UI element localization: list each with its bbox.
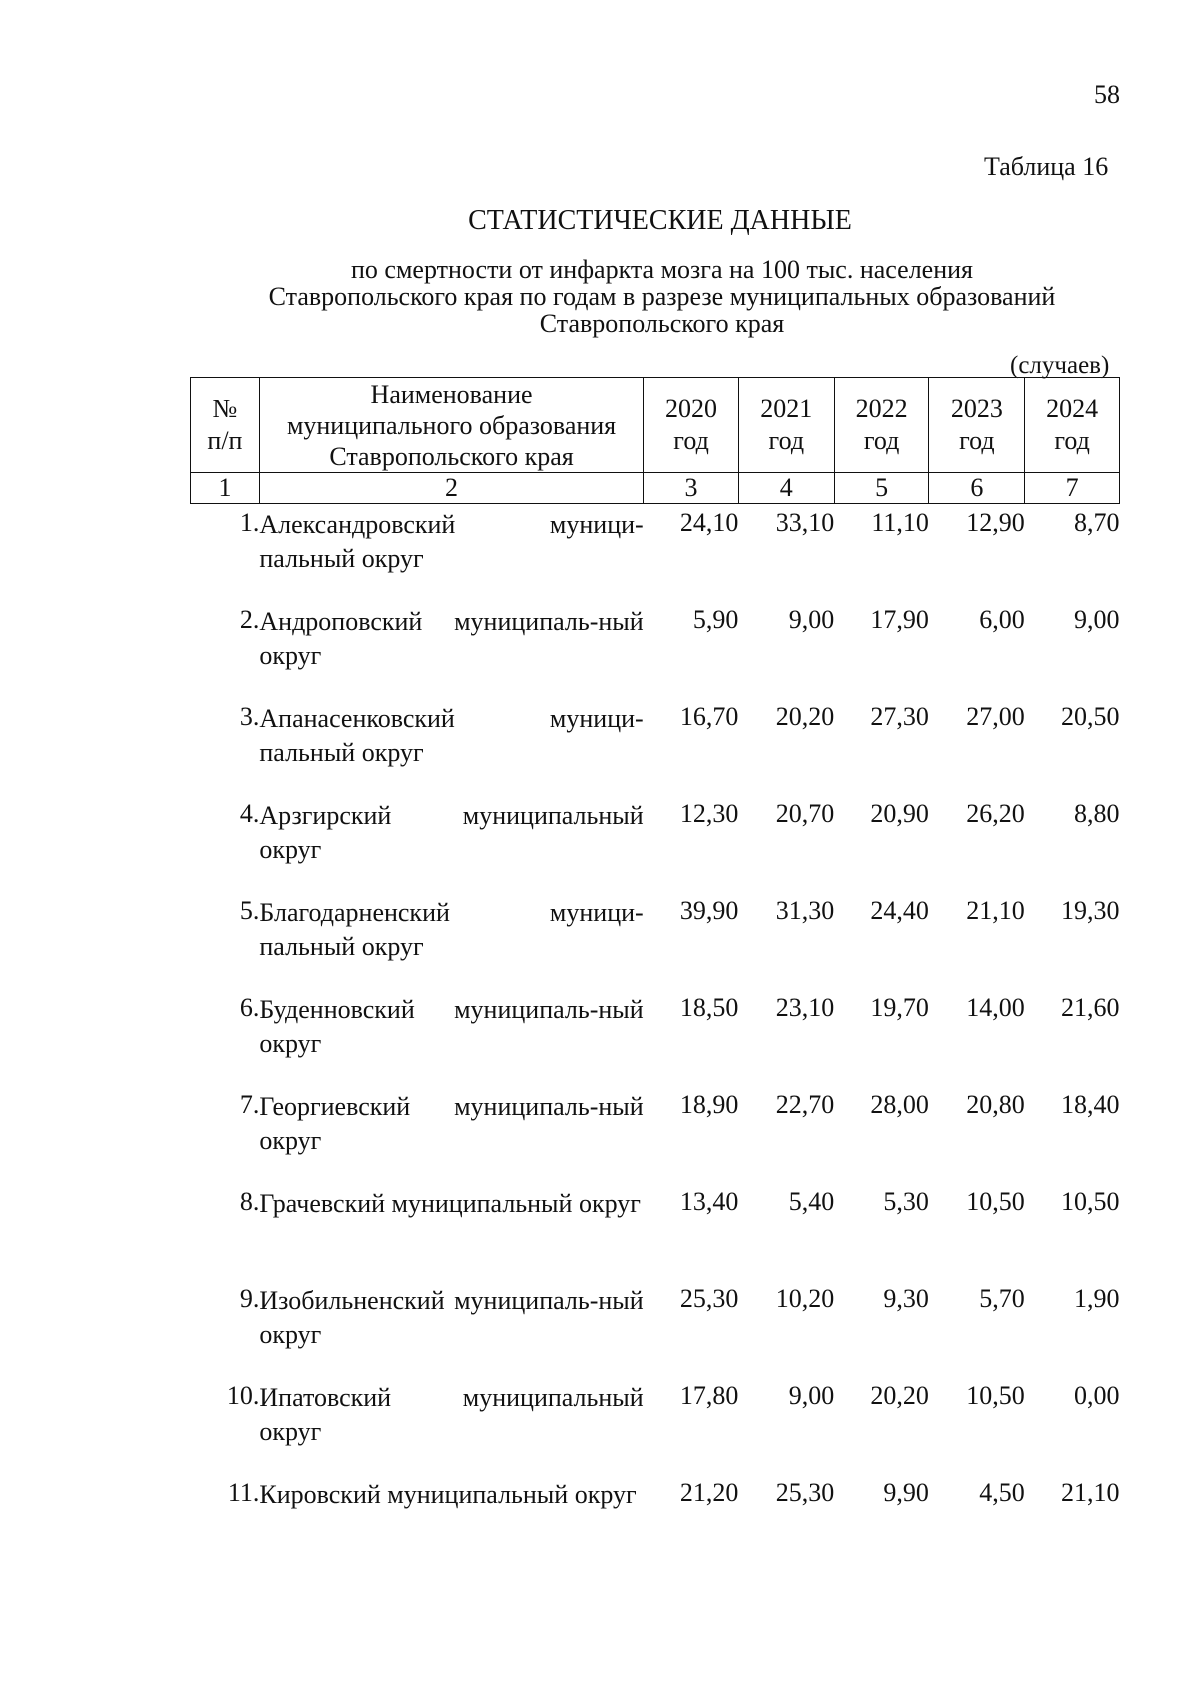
row-number: 7. — [239, 1090, 260, 1119]
year-value-cell: 39,90 — [679, 896, 739, 925]
year-value-cell: 19,30 — [1061, 896, 1120, 925]
header-number-line-2: п/п — [207, 426, 243, 455]
header-name — [259, 378, 643, 473]
year-value-cell: 0,00 — [1074, 1381, 1120, 1410]
header-number — [191, 378, 260, 473]
header-year-label: год — [1054, 426, 1090, 455]
row-number: 6. — [239, 993, 260, 1022]
year-value-cell: 18,90 — [679, 1090, 739, 1119]
year-value-cell: 24,40 — [870, 896, 929, 925]
municipality-name: Буденновский муниципаль-ный округ — [259, 995, 644, 1058]
row-number: 5. — [239, 896, 260, 925]
year-value-cell: 20,80 — [966, 1090, 1025, 1119]
year-value-cell: 8,70 — [1074, 508, 1120, 537]
table-row — [191, 1086, 1120, 1183]
row-number: 8. — [239, 1187, 260, 1216]
table-row — [191, 892, 1120, 989]
row-number: 2. — [239, 605, 260, 634]
year-value-cell: 19,70 — [870, 993, 929, 1022]
table-row — [191, 504, 1120, 602]
header-year-value: 2023 — [950, 394, 1003, 423]
year-value-cell: 21,10 — [1061, 1478, 1120, 1507]
year-value-cell: 33,10 — [775, 508, 835, 537]
row-number: 3. — [239, 702, 260, 731]
header-year-2021 — [738, 378, 834, 473]
municipality-name: Благодарненский муници-пальный округ — [259, 898, 644, 961]
year-value-cell: 27,30 — [870, 702, 929, 731]
column-number: 6 — [929, 473, 1025, 504]
municipality-name: Александровский муници-пальный округ — [259, 510, 644, 573]
header-year-label: год — [673, 426, 709, 455]
column-number: 7 — [1025, 473, 1120, 504]
header-year-2024 — [1025, 378, 1120, 473]
year-value-cell: 25,30 — [775, 1478, 835, 1507]
municipality-name: Изобильненский муниципаль-ный округ — [259, 1286, 644, 1349]
year-value-cell: 21,10 — [966, 896, 1025, 925]
year-value-cell: 12,90 — [966, 508, 1025, 537]
municipality-name: Апанасенковский муници-пальный округ — [259, 704, 644, 767]
units-label: (случаев) — [1010, 352, 1110, 379]
document-title: СТАТИСТИЧЕСКИЕ ДАННЫЕ — [468, 205, 852, 236]
document-subtitle — [222, 256, 1102, 337]
row-number: 4. — [239, 799, 260, 828]
table-row — [191, 1280, 1120, 1377]
year-value-cell: 11,10 — [871, 508, 929, 537]
year-value-cell: 9,00 — [1074, 605, 1120, 634]
table-row — [191, 795, 1120, 892]
year-value-cell: 24,10 — [679, 508, 739, 537]
year-value-cell: 5,40 — [788, 1187, 835, 1216]
page-number: 58 — [1094, 80, 1120, 109]
year-value-cell: 4,50 — [979, 1478, 1025, 1507]
municipality-name: Андроповский муниципаль-ный округ — [259, 607, 644, 670]
year-value-cell: 31,30 — [775, 896, 835, 925]
municipality-name: Грачевский муниципальный округ — [259, 1189, 641, 1218]
table-row — [191, 1474, 1120, 1571]
year-value-cell: 13,40 — [679, 1187, 739, 1216]
year-value-cell: 9,90 — [883, 1478, 929, 1507]
subtitle-line-3: Ставропольского края — [539, 309, 785, 338]
year-value-cell: 10,50 — [1061, 1187, 1120, 1216]
municipality-name: Арзгирский муниципальный округ — [259, 801, 644, 864]
table-row — [191, 989, 1120, 1086]
year-value-cell: 20,20 — [870, 1381, 929, 1410]
header-year-value: 2021 — [760, 394, 813, 423]
header-year-value: 2024 — [1046, 394, 1099, 423]
year-value-cell: 9,30 — [883, 1284, 929, 1313]
header-number-line-1: № — [212, 394, 238, 423]
year-value-cell: 10,20 — [775, 1284, 835, 1313]
column-number: 1 — [191, 473, 260, 504]
year-value-cell: 18,50 — [679, 993, 739, 1022]
header-year-label: год — [863, 426, 900, 455]
row-number: 9. — [239, 1284, 260, 1313]
header-year-label: год — [768, 426, 805, 455]
year-value-cell: 18,40 — [1061, 1090, 1120, 1119]
year-value-cell: 20,70 — [775, 799, 835, 828]
column-number: 4 — [738, 473, 834, 504]
year-value-cell: 14,00 — [966, 993, 1025, 1022]
header-name-line-3: Ставропольского края — [329, 441, 574, 471]
year-value-cell: 27,00 — [966, 702, 1025, 731]
header-year-2023 — [929, 378, 1025, 473]
year-value-cell: 25,30 — [679, 1284, 739, 1313]
year-value-cell: 21,20 — [679, 1478, 739, 1507]
year-value-cell: 5,30 — [883, 1187, 929, 1216]
year-value-cell: 17,80 — [679, 1381, 739, 1410]
year-value-cell: 10,50 — [966, 1187, 1025, 1216]
header-year-2020 — [644, 378, 739, 473]
table-row — [191, 1377, 1120, 1474]
year-value-cell: 22,70 — [775, 1090, 835, 1119]
header-name-line-2: муниципального образования — [286, 410, 617, 440]
row-number: 1. — [239, 508, 260, 537]
municipality-name: Ипатовский муниципальный округ — [259, 1383, 644, 1446]
year-value-cell: 10,50 — [966, 1381, 1025, 1410]
header-year-value: 2020 — [665, 394, 718, 423]
row-number: 10. — [226, 1381, 260, 1410]
year-value-cell: 6,00 — [979, 605, 1025, 634]
year-value-cell: 5,90 — [692, 605, 739, 634]
table-label: Таблица 16 — [984, 152, 1109, 181]
column-number-row — [191, 473, 1120, 504]
year-value-cell: 26,20 — [966, 799, 1025, 828]
year-value-cell: 9,00 — [788, 1381, 835, 1410]
row-number: 11. — [227, 1478, 260, 1507]
header-year-value: 2022 — [855, 394, 908, 423]
year-value-cell: 5,70 — [979, 1284, 1025, 1313]
year-value-cell: 12,30 — [679, 799, 739, 828]
year-value-cell: 20,90 — [870, 799, 929, 828]
year-value-cell: 9,00 — [788, 605, 835, 634]
header-year-2022 — [834, 378, 929, 473]
year-value-cell: 8,80 — [1074, 799, 1120, 828]
year-value-cell: 1,90 — [1074, 1284, 1120, 1313]
year-value-cell: 16,70 — [679, 702, 739, 731]
municipality-name: Георгиевский муниципаль-ный округ — [259, 1092, 644, 1155]
column-number: 2 — [259, 473, 643, 504]
subtitle-line-2: Ставропольского края по годам в разрезе муниципальных образований — [268, 282, 1056, 311]
year-value-cell: 21,60 — [1061, 993, 1120, 1022]
header-year-label: год — [959, 426, 995, 455]
column-number: 3 — [644, 473, 739, 504]
header-name-line-1: Наименование — [370, 379, 533, 409]
table-row — [191, 1183, 1120, 1280]
year-value-cell: 28,00 — [870, 1090, 929, 1119]
year-value-cell: 20,50 — [1061, 702, 1120, 731]
year-value-cell: 23,10 — [775, 993, 835, 1022]
table-row — [191, 601, 1120, 698]
table-row — [191, 698, 1120, 795]
year-value-cell: 20,20 — [775, 702, 835, 731]
column-number: 5 — [834, 473, 929, 504]
year-value-cell: 17,90 — [870, 605, 929, 634]
mortality-table — [190, 377, 1120, 1571]
header-row — [191, 378, 1120, 473]
municipality-name: Кировский муниципальный округ — [259, 1480, 637, 1509]
subtitle-line-1: по смертности от инфаркта мозга на 100 тыс. населения — [351, 255, 973, 284]
